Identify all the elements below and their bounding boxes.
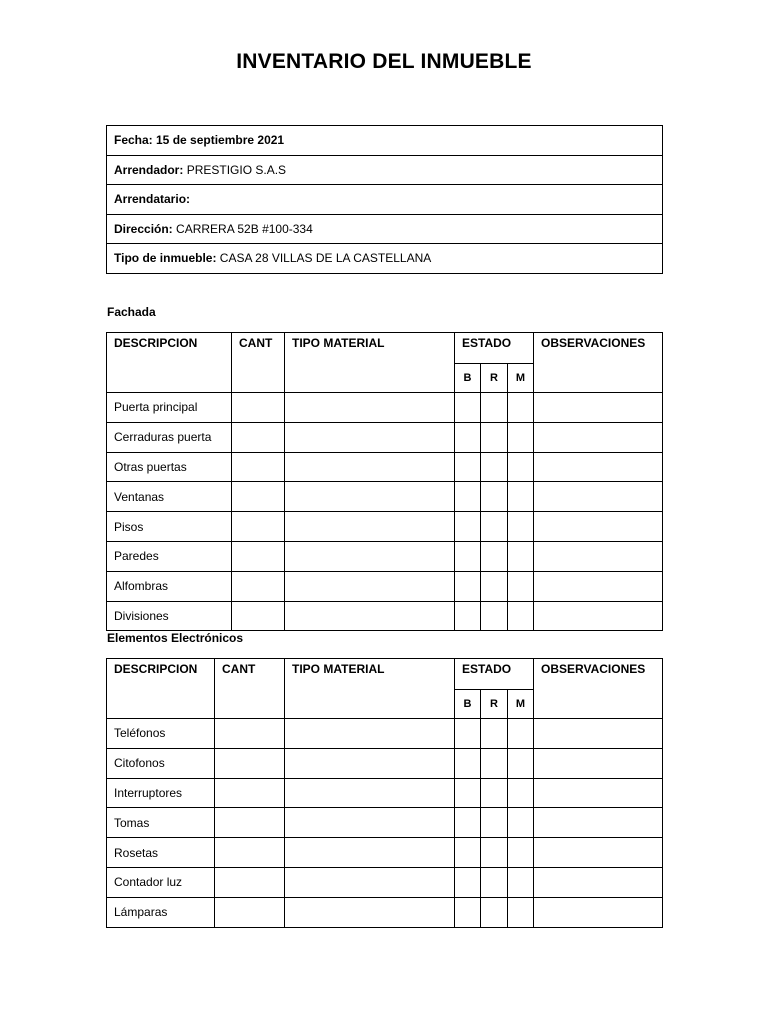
- estado-b-cell: [455, 719, 481, 749]
- header-row: [107, 333, 663, 364]
- header-row: [107, 659, 663, 690]
- info-row-tipo: [107, 244, 663, 274]
- tipo-material-cell: [285, 482, 455, 512]
- estado-m-cell: [508, 808, 534, 838]
- table-row: [107, 571, 663, 601]
- estado-m-cell: [508, 719, 534, 749]
- info-row-fecha: [107, 126, 663, 156]
- cant-cell: [215, 867, 285, 897]
- header-estado: ESTADO: [455, 333, 534, 364]
- estado-r-cell: [481, 867, 508, 897]
- estado-m-cell: [508, 422, 534, 452]
- estado-b-cell: [455, 897, 481, 927]
- header-estado-b: B: [455, 690, 481, 719]
- table-row: [107, 541, 663, 571]
- tipo-material-cell: [285, 867, 455, 897]
- observaciones-cell: [534, 452, 663, 482]
- table-row: [107, 719, 663, 749]
- cant-cell: [232, 393, 285, 423]
- table-row: [107, 838, 663, 868]
- cant-cell: [232, 541, 285, 571]
- estado-r-cell: [481, 393, 508, 423]
- estado-m-cell: [508, 867, 534, 897]
- tipo-material-cell: [285, 838, 455, 868]
- table-row: [107, 808, 663, 838]
- section-title-fachada: Fachada: [107, 305, 156, 319]
- estado-b-cell: [455, 748, 481, 778]
- arrendador-value: PRESTIGIO S.A.S: [186, 162, 287, 177]
- table-row: [107, 512, 663, 542]
- tipo-material-cell: [285, 571, 455, 601]
- table-row: [107, 452, 663, 482]
- table-row: [107, 422, 663, 452]
- electronicos-table: [106, 658, 663, 928]
- item-description: Lámparas: [107, 897, 215, 927]
- header-tipo-material: TIPO MATERIAL: [285, 333, 455, 393]
- header-descripcion: DESCRIPCION: [107, 333, 232, 393]
- observaciones-cell: [534, 541, 663, 571]
- observaciones-cell: [534, 808, 663, 838]
- estado-b-cell: [455, 808, 481, 838]
- estado-m-cell: [508, 393, 534, 423]
- estado-b-cell: [455, 601, 481, 631]
- tipo-inmueble-value: CASA 28 VILLAS DE LA CASTELLANA: [219, 251, 432, 266]
- estado-r-cell: [481, 838, 508, 868]
- item-description: Alfombras: [107, 571, 232, 601]
- header-estado-r: R: [481, 690, 508, 719]
- observaciones-cell: [534, 838, 663, 868]
- item-description: Divisiones: [107, 601, 232, 631]
- observaciones-cell: [534, 778, 663, 808]
- cant-cell: [232, 422, 285, 452]
- info-row-arrendador: [107, 155, 663, 185]
- estado-m-cell: [508, 601, 534, 631]
- header-observaciones: OBSERVACIONES: [534, 659, 663, 719]
- observaciones-cell: [534, 393, 663, 423]
- cant-cell: [215, 808, 285, 838]
- estado-r-cell: [481, 422, 508, 452]
- cant-cell: [232, 571, 285, 601]
- item-description: Cerraduras puerta: [107, 422, 232, 452]
- tipo-material-cell: [285, 748, 455, 778]
- tipo-material-cell: [285, 778, 455, 808]
- item-description: Interruptores: [107, 778, 215, 808]
- info-table: [106, 125, 663, 274]
- estado-r-cell: [481, 808, 508, 838]
- header-cant: CANT: [215, 659, 285, 719]
- estado-b-cell: [455, 541, 481, 571]
- tipo-material-cell: [285, 601, 455, 631]
- header-estado-m: M: [508, 364, 534, 393]
- direccion-value: CARRERA 52B #100-334: [176, 221, 313, 236]
- item-description: Pisos: [107, 512, 232, 542]
- item-description: Contador luz: [107, 867, 215, 897]
- page-title: INVENTARIO DEL INMUEBLE: [236, 50, 532, 73]
- estado-m-cell: [508, 452, 534, 482]
- estado-r-cell: [481, 571, 508, 601]
- observaciones-cell: [534, 512, 663, 542]
- estado-m-cell: [508, 748, 534, 778]
- item-description: Ventanas: [107, 482, 232, 512]
- estado-m-cell: [508, 838, 534, 868]
- table-row: [107, 867, 663, 897]
- tipo-material-cell: [285, 393, 455, 423]
- estado-m-cell: [508, 778, 534, 808]
- table-row: [107, 748, 663, 778]
- cant-cell: [232, 482, 285, 512]
- estado-r-cell: [481, 778, 508, 808]
- estado-r-cell: [481, 897, 508, 927]
- estado-m-cell: [508, 482, 534, 512]
- tipo-material-cell: [285, 719, 455, 749]
- cant-cell: [215, 719, 285, 749]
- info-row-arrendatario: [107, 185, 663, 215]
- tipo-material-cell: [285, 452, 455, 482]
- header-cant: CANT: [232, 333, 285, 393]
- estado-r-cell: [481, 541, 508, 571]
- estado-b-cell: [455, 867, 481, 897]
- arrendador-label: Arrendador:: [114, 162, 184, 177]
- estado-m-cell: [508, 541, 534, 571]
- cant-cell: [232, 601, 285, 631]
- arrendatario-label: Arrendatario:: [114, 192, 191, 207]
- header-estado-r: R: [481, 364, 508, 393]
- observaciones-cell: [534, 748, 663, 778]
- estado-r-cell: [481, 512, 508, 542]
- header-tipo-material: TIPO MATERIAL: [285, 659, 455, 719]
- item-description: Teléfonos: [107, 719, 215, 749]
- observaciones-cell: [534, 571, 663, 601]
- estado-r-cell: [481, 601, 508, 631]
- fecha-label: Fecha: 15 de septiembre 2021: [114, 133, 285, 148]
- observaciones-cell: [534, 719, 663, 749]
- observaciones-cell: [534, 867, 663, 897]
- cant-cell: [215, 748, 285, 778]
- tipo-material-cell: [285, 422, 455, 452]
- estado-m-cell: [508, 897, 534, 927]
- observaciones-cell: [534, 897, 663, 927]
- estado-b-cell: [455, 482, 481, 512]
- cant-cell: [215, 778, 285, 808]
- estado-b-cell: [455, 778, 481, 808]
- header-observaciones: OBSERVACIONES: [534, 333, 663, 393]
- table-row: [107, 601, 663, 631]
- cant-cell: [232, 512, 285, 542]
- observaciones-cell: [534, 422, 663, 452]
- item-description: Puerta principal: [107, 393, 232, 423]
- item-description: Otras puertas: [107, 452, 232, 482]
- tipo-material-cell: [285, 541, 455, 571]
- estado-r-cell: [481, 748, 508, 778]
- tipo-material-cell: [285, 512, 455, 542]
- observaciones-cell: [534, 482, 663, 512]
- header-descripcion: DESCRIPCION: [107, 659, 215, 719]
- estado-b-cell: [455, 393, 481, 423]
- item-description: Paredes: [107, 541, 232, 571]
- tipo-material-cell: [285, 897, 455, 927]
- fachada-table: [106, 332, 663, 631]
- cant-cell: [215, 897, 285, 927]
- header-estado-m: M: [508, 690, 534, 719]
- estado-b-cell: [455, 512, 481, 542]
- table-row: [107, 778, 663, 808]
- estado-r-cell: [481, 719, 508, 749]
- estado-r-cell: [481, 482, 508, 512]
- table-row: [107, 393, 663, 423]
- estado-r-cell: [481, 452, 508, 482]
- table-row: [107, 897, 663, 927]
- estado-m-cell: [508, 571, 534, 601]
- item-description: Tomas: [107, 808, 215, 838]
- observaciones-cell: [534, 601, 663, 631]
- estado-b-cell: [455, 571, 481, 601]
- header-estado: ESTADO: [455, 659, 534, 690]
- section-title-electronicos: Elementos Electrónicos: [107, 631, 244, 645]
- item-description: Citofonos: [107, 748, 215, 778]
- item-description: Rosetas: [107, 838, 215, 868]
- estado-b-cell: [455, 452, 481, 482]
- tipo-inmueble-label: Tipo de inmueble:: [114, 251, 217, 266]
- info-row-direccion: [107, 214, 663, 244]
- table-row: [107, 482, 663, 512]
- estado-b-cell: [455, 838, 481, 868]
- tipo-material-cell: [285, 808, 455, 838]
- estado-m-cell: [508, 512, 534, 542]
- direccion-label: Dirección:: [114, 221, 173, 236]
- cant-cell: [215, 838, 285, 868]
- estado-b-cell: [455, 422, 481, 452]
- header-estado-b: B: [455, 364, 481, 393]
- cant-cell: [232, 452, 285, 482]
